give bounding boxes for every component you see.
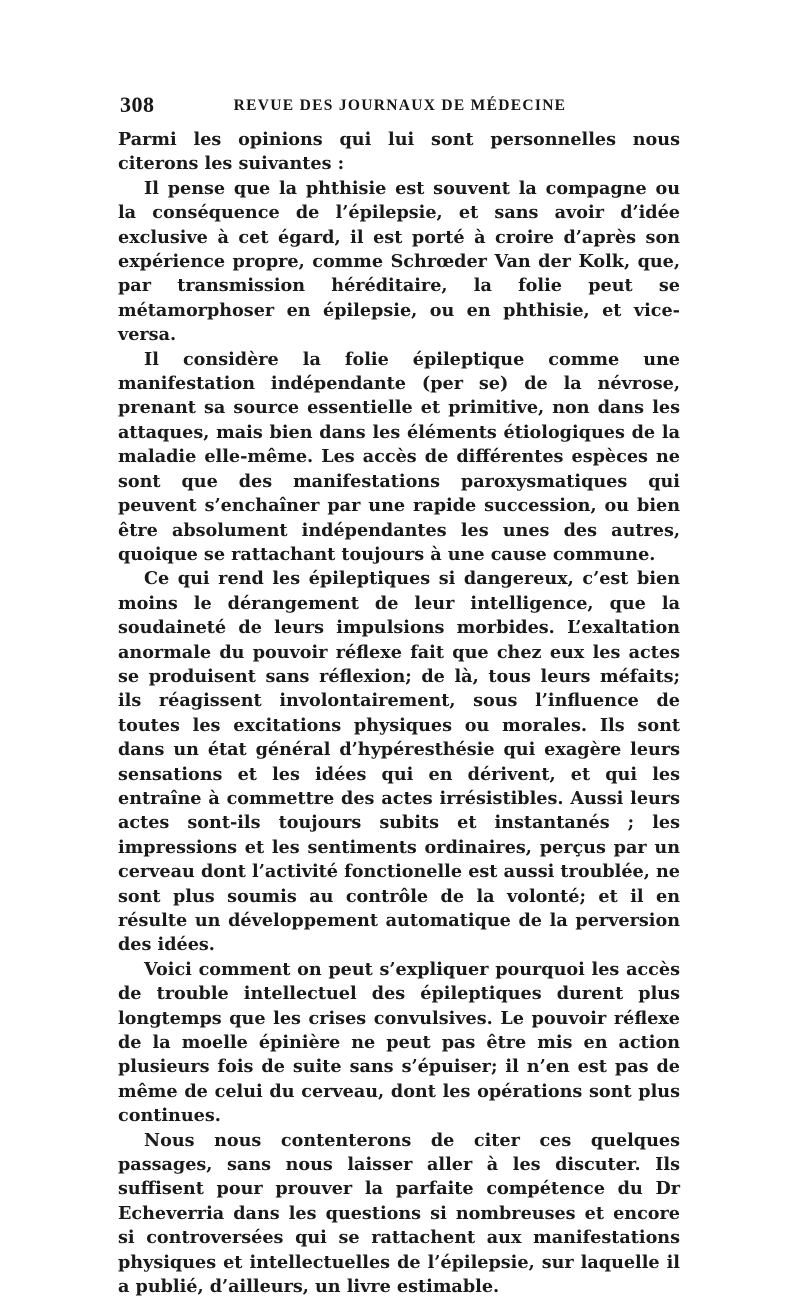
paragraph-conclusion: Nous nous contenterons de citer ces quelques passages, sans nous laisser aller à les discuter. Ils suffisent pour prouver la parfaite compétence du Dr Echeverria dans les questions si nombreuses et encore si controversées qui se rattachent aux manifestations physiques et intellectuelles de l’épilepsie, sur laquelle il a publié, d’ailleurs, un livre estimable. xyxy=(118,1129,680,1298)
paragraph-acces-trouble: Voici comment on peut s’expliquer pourquoi les accès de trouble intellectuel des épileptiques durent plus longtemps que les crises convulsives. Le pouvoir réflexe de la moelle épinière ne peut pas être mis en action plusieurs fois de suite sans s’épuiser; il n’en est pas de même de celui du cerveau, dont les opérations sont plus continues. xyxy=(118,958,680,1127)
paragraph-phthisie: Il pense que la phthisie est souvent la compagne ou la conséquence de l’épilepsie, et sans avoir d’idée exclusive à cet égard, il est porté à croire d’après son expérience propre, comme Schrœder Van der Kolk, que, par transmission héréditaire, la folie peut se métamorphoser en épilepsie, ou en phthisie, et vice-versa. xyxy=(118,177,680,346)
paragraph-intro: Parmi les opinions qui lui sont personnelles nous citerons les suivantes : xyxy=(118,129,680,175)
journal-title: REVUE DES JOURNAUX DE MÉDECINE xyxy=(233,97,567,114)
page-number: 308 xyxy=(120,92,155,117)
running-head xyxy=(120,92,680,120)
paragraph-epileptiques-dangereux: Ce qui rend les épileptiques si dangereux, c’est bien moins le dérangement de leur intelligence, que la soudaineté de leurs impulsions morbides. L’exaltation anormale du pouvoir réflexe fait que chez eux les actes se produisent sans réflexion; de là, tous leurs méfaits; ils réagissent involontairement, sous l’influence de toutes les excitations physiques ou morales. Ils sont dans un état général d’hypéresthésie qui exagère leurs sensations et les idées qui en dérivent, et qui les entraîne à commettre des actes irrésistibles. Aussi leurs actes sont-ils toujours subits et instantanés ; les impressions et les sentiments ordinaires, perçus par un cerveau dont l’activité fonctionelle est aussi troublée, ne sont plus soumis au contrôle de la volonté; et il en résulte un développement automatique de la perversion des idées. xyxy=(118,568,680,956)
body-text xyxy=(118,128,680,1300)
paragraph-folie-epileptique: Il considère la folie épileptique comme une manifestation indépendante (per se) de la névrose, prenant sa source essentielle et primitive, non dans les attaques, mais bien dans les éléments étiologiques de la maladie elle-même. Les accès de différentes espèces ne sont que des manifestations paroxysmatiques qui peuvent s’enchaîner par une rapide succession, ou bien être absolument indépendantes les unes des autres, quoique se rattachant toujours à une cause commune. xyxy=(118,348,680,565)
